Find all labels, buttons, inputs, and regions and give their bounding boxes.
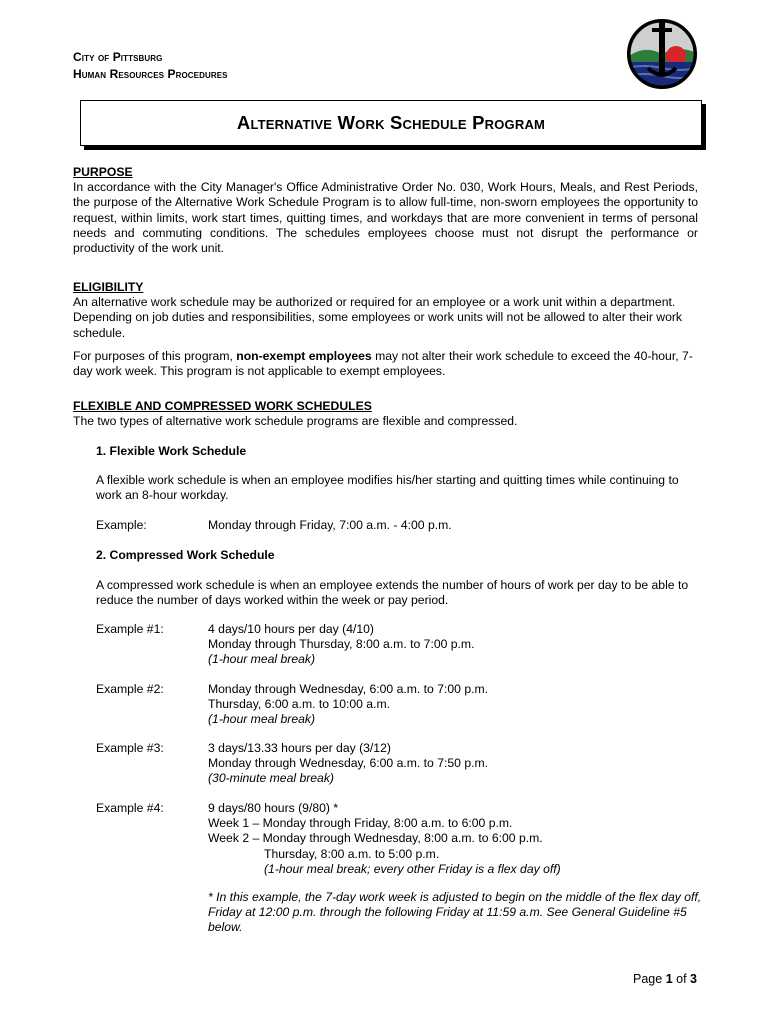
- eligibility-note-start: For purposes of this program,: [73, 348, 237, 363]
- non-exempt-emphasis: non-exempt employees: [236, 348, 372, 363]
- example-1-line-1: 4 days/10 hours per day (4/10): [208, 622, 374, 636]
- city-seal-icon: [626, 18, 698, 90]
- page-word: Page: [633, 972, 663, 986]
- example-2-line-1: Monday through Wednesday, 6:00 a.m. to 7:00 p.m.: [208, 682, 489, 696]
- eligibility-note-end: may not alter their work schedule to exceed the 40-hour, 7-day work week. This program is not applicable to exempt employees.: [73, 348, 693, 379]
- example-1-note: (1-hour meal break): [208, 652, 316, 667]
- purpose-section: [73, 165, 698, 256]
- eligibility-heading: ELIGIBILITY: [73, 280, 144, 294]
- schedules-section: [73, 399, 698, 429]
- eligibility-section: [73, 280, 698, 379]
- org-name: [73, 50, 162, 64]
- compressed-text: A compressed work schedule is when an employee extends the number of hours of work per day to be able to reduce the number of days worked within the week or pay period.: [96, 578, 689, 608]
- example-2-line-2: Thursday, 6:00 a.m. to 10:00 a.m.: [208, 697, 391, 712]
- example-4-footnote: * In this example, the 7-day work week is adjusted to begin on the middle of the flex day off, Friday at 12:00 p.m. through the following Friday at 11:59 a.m. See General Guideline #5 below.: [208, 890, 702, 935]
- example-1-line-2: Monday through Thursday, 8:00 a.m. to 7:00 p.m.: [208, 637, 475, 652]
- example-4-label: Example #4:: [96, 801, 164, 815]
- example-4-line-2: Week 1 – Monday through Friday, 8:00 a.m. to 6:00 p.m.: [208, 816, 513, 831]
- example-3-label: Example #3:: [96, 741, 164, 755]
- example-4-subline: Thursday, 8:00 a.m. to 5:00 p.m.: [264, 846, 440, 861]
- flexible-text: A flexible work schedule is when an employee modifies his/her starting and quitting times while continuing to work an 8-hour workday.: [96, 473, 679, 503]
- example-3-note: (30-minute meal break): [208, 771, 334, 786]
- org-name-text: City of Pittsburg: [73, 50, 163, 64]
- title-box: [80, 100, 702, 146]
- total-pages: 3: [690, 972, 697, 986]
- department-name: [73, 67, 228, 81]
- example-4-line-3: Week 2 – Monday through Wednesday, 8:00 a.m. to 6:00 p.m.: [208, 831, 543, 846]
- page-title: Alternative Work Schedule Program: [236, 112, 546, 133]
- flexible-example-label: Example:: [96, 518, 147, 532]
- example-3-line-2: Monday through Wednesday, 6:00 a.m. to 7:50 p.m.: [208, 756, 489, 771]
- example-4: [208, 801, 703, 877]
- example-4-line-1: 9 days/80 hours (9/80) *: [208, 801, 339, 815]
- purpose-heading: PURPOSE: [73, 165, 133, 179]
- current-page: 1: [665, 972, 673, 986]
- example-1-label: Example #1:: [96, 622, 164, 636]
- department-name-text: Human Resources Procedures: [73, 67, 228, 81]
- example-2: [208, 682, 703, 728]
- schedules-intro: The two types of alternative work schedule programs are flexible and compressed.: [73, 414, 518, 429]
- compressed-heading: 2. Compressed Work Schedule: [96, 548, 275, 562]
- eligibility-text: An alternative work schedule may be authorized or required for an employee or a work unit within a department. Depending on job duties and responsibilities, some employees or work units will not be allowed to alter their work schedule.: [73, 295, 683, 340]
- example-2-note: (1-hour meal break): [208, 712, 316, 727]
- eligibility-note: [73, 349, 698, 379]
- example-3: [208, 741, 703, 787]
- example-2-label: Example #2:: [96, 682, 164, 696]
- flexible-heading: 1. Flexible Work Schedule: [96, 444, 247, 458]
- schedules-heading: FLEXIBLE AND COMPRESSED WORK SCHEDULES: [73, 399, 372, 413]
- of-word: of: [676, 972, 687, 986]
- flexible-example-value: Monday through Friday, 7:00 a.m. - 4:00 p.m.: [208, 518, 452, 532]
- example-3-line-1: 3 days/13.33 hours per day (3/12): [208, 741, 391, 755]
- page-number: [633, 972, 697, 986]
- example-1: [208, 622, 703, 668]
- purpose-text: In accordance with the City Manager's Office Administrative Order No. 030, Work Hours, Meals, and Rest Periods, the purpose of the Alternative Work Schedule Program is to allow full-time, non-sworn employees the opportunity to request, within limits, work start times, quitting times, and workdays that are more convenient in terms of personal needs and commuting conditions. The schedules employees choose must not disrupt the performance or productivity of the work unit.: [73, 180, 698, 256]
- example-4-note: (1-hour meal break; every other Friday is a flex day off): [264, 861, 561, 876]
